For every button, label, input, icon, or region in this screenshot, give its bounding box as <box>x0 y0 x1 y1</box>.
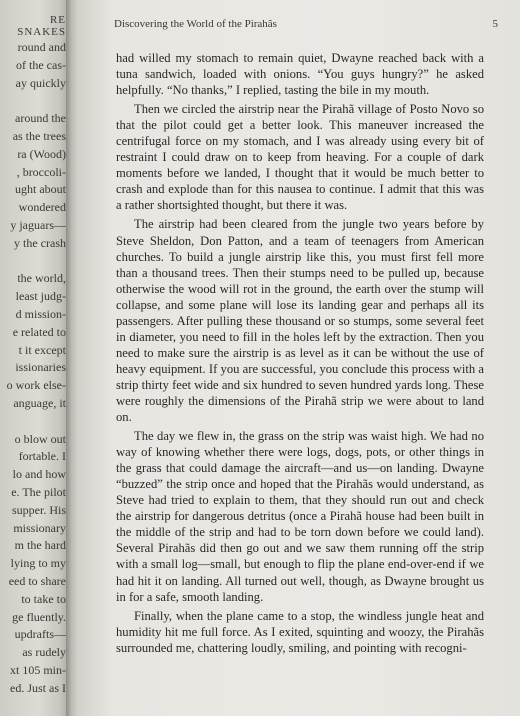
body-text <box>116 50 484 659</box>
left-page-line: issionaries <box>15 360 66 375</box>
left-page-line: d mission- <box>15 307 66 321</box>
right-page <box>78 0 520 716</box>
paragraph: Then we circled the airstrip near the Pirahã village of Posto Novo so that the pilot could get a better look. This maneuver increased the centrifugal force on my stomach, and I was already using every bit of restraint I could draw on to keep from heaving. For a couple of dark moments before we landed, I thought that it would be much better to crash and explode than for this nausea to continue. I admit that this was a rather shortsighted thought, but there it was. <box>116 102 484 213</box>
left-page-line: updrafts— <box>14 627 66 642</box>
left-page-line: missionary <box>13 520 66 535</box>
page-number: 5 <box>492 18 498 30</box>
left-page-line: xt 105 min- <box>10 663 66 677</box>
paragraph: The airstrip had been cleared from the jungle two years before by Steve Sheldon, Don Patton, and a team of teenagers from American churches. To build a jungle airstrip like this, you must first fell more than a thousand trees. Then their stumps need to be pulled up, because otherwise the wood will rot in the ground, the earth over the stump will collapse, and some plane will lose its landing gear and perhaps all its passengers. After pulling these thousand or so stumps, some several feet in diameter, you need to fill in the holes left by the extraction. Then you need to make sure the airstrip is as level as it can be without the use of heavy equipment. If you are successful, you conclude this process with a strip thirty feet wide and six hundred to seven hundred yards long. These were roughly the dimensions of the Pirahã strip we were about to land on. <box>116 217 484 425</box>
paragraph: had willed my stomach to remain quiet, Dwayne reached back with a tuna sandwich, loaded with onions. “You guys hungry?” he asked helpfully. “No thanks,” I replied, tasting the bile in my mouth. <box>116 51 484 98</box>
left-page-line: e related to <box>12 324 66 339</box>
paragraph: Finally, when the plane came to a stop, the windless jungle heat and humidity hit me full force. As I exited, squinting and woozy, the Pirahãs surrounded me, chattering loudly, smiling, and pointing with recogni- <box>116 608 484 655</box>
left-page-line: eed to share <box>8 574 66 588</box>
left-page-edge <box>0 0 70 716</box>
left-page-line: lo and how <box>12 467 66 482</box>
left-page-line: of the cas- <box>16 57 66 72</box>
left-page-line: fortable. I <box>18 449 66 464</box>
left-page-line: least judg- <box>15 289 66 304</box>
left-page-line: e. The pilot <box>11 485 66 499</box>
left-page-line: ra (Wood) <box>17 146 66 161</box>
paragraph: The day we flew in, the grass on the strip was waist high. We had no way of knowing whether there were logs, dogs, pots, or other things in the grass that could damage the aircraft—and us—on landing. Dwayne “buzzed” the strip once and hoped that the Pirahãs would understand, as Steve had tried to explain to them, that they should run out and check the airstrip for dangerous detritus (once a Pirahã house had been built in the middle of the strip and had to be torn down before we could land). Several Pirahãs did then go out and we saw them running off the strip with a small log—small, but enough to flip the plane end-over-end if we had hit it on landing. All turned out well, though, as Dwayne brought us in for a safe, smooth landing. <box>116 429 484 604</box>
left-page-line: wondered <box>18 200 66 215</box>
left-page-line: as the trees <box>12 129 66 143</box>
left-page-line: around the <box>15 111 66 126</box>
page-header <box>114 18 498 34</box>
left-page-line: m the hard <box>14 538 66 553</box>
left-page-line: round and <box>17 40 66 54</box>
left-page-running-head: RE SNAKES <box>17 14 66 38</box>
left-page-line: y jaguars— <box>10 218 66 232</box>
left-page-line: y the crash <box>14 235 66 250</box>
left-page-line: ge fluently. <box>12 609 66 624</box>
left-page-line: anguage, it <box>13 396 66 410</box>
left-page-line: ed. Just as I <box>10 680 66 695</box>
left-page-line: ught about <box>15 182 66 197</box>
left-page-line: ay quickly <box>15 75 66 90</box>
left-page-line: lying to my <box>10 556 66 571</box>
left-page-line: the world, <box>17 271 66 286</box>
left-page-line: o work else- <box>6 378 66 393</box>
left-page-line: o blow out <box>14 431 66 446</box>
left-page-line: t it except <box>18 342 66 357</box>
left-page-line: to take to <box>21 591 66 606</box>
running-head: Discovering the World of the Pirahãs <box>114 18 277 30</box>
left-page-line: , broccoli- <box>16 164 66 179</box>
left-page-line: supper. His <box>12 502 66 517</box>
left-page-line: as rudely <box>22 645 66 660</box>
